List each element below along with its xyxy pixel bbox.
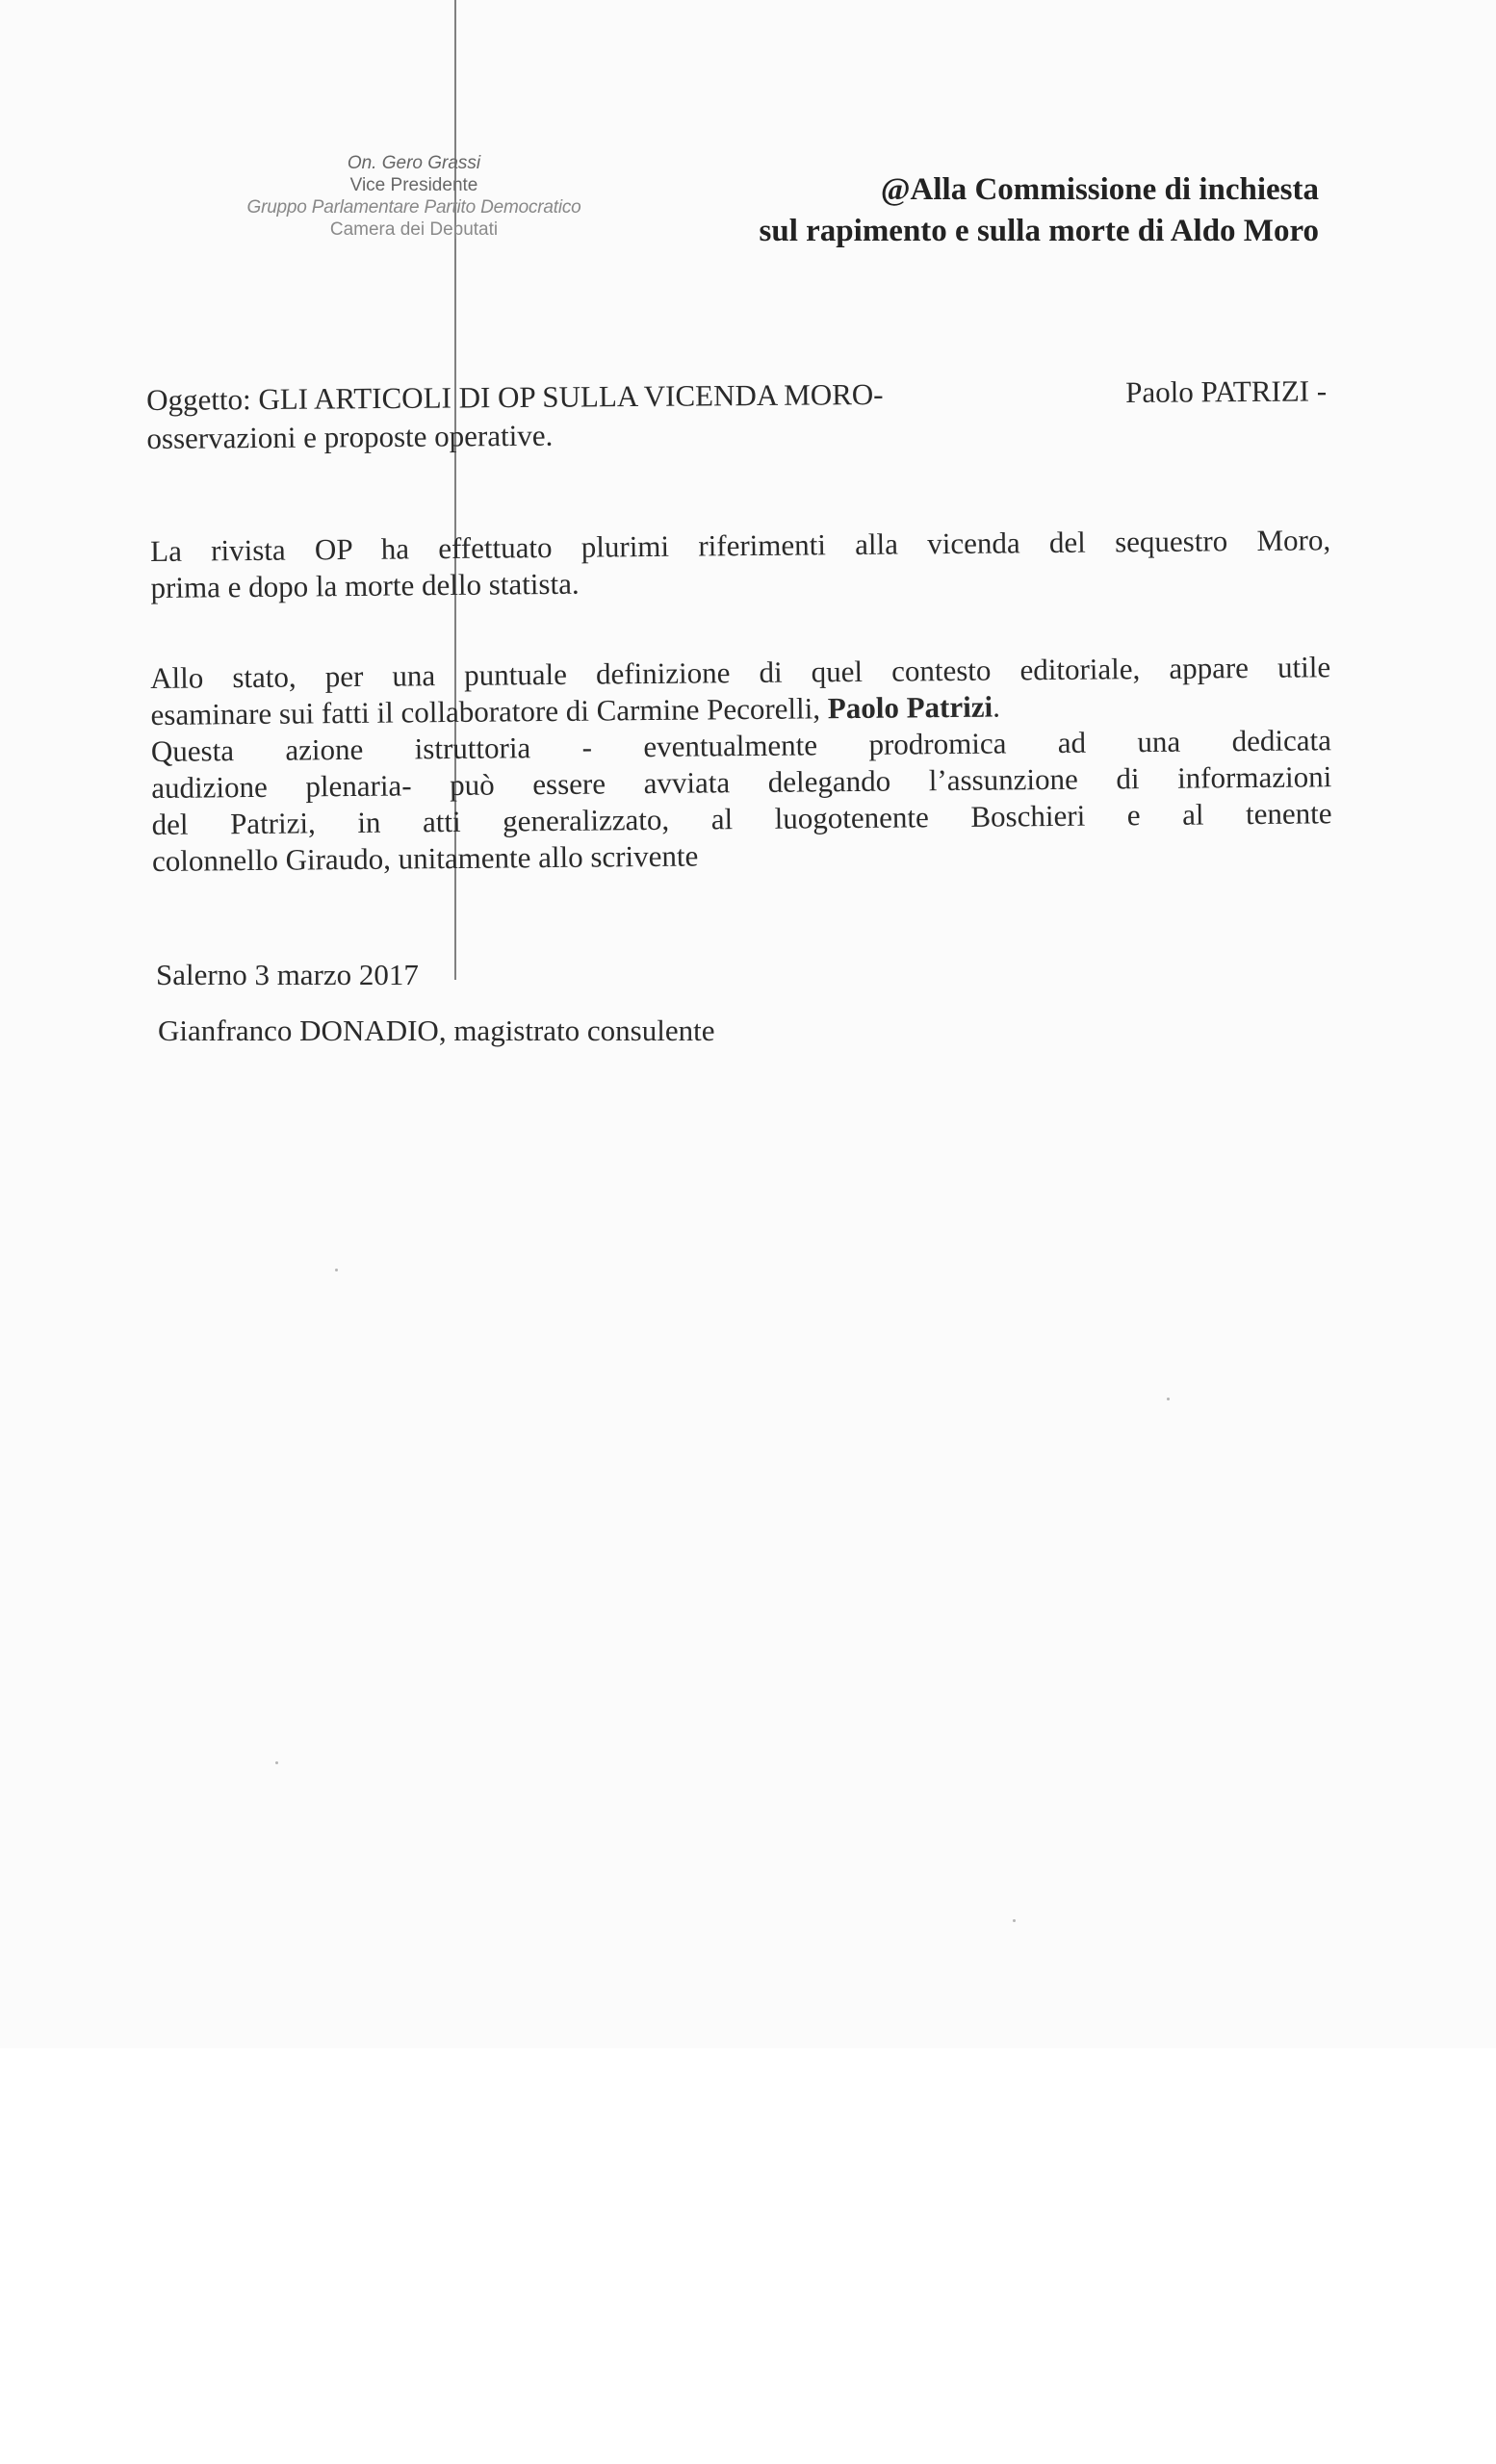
- paragraph-1: [150, 522, 1331, 606]
- paragraph-2-bold-name: Paolo Patrizi: [827, 689, 993, 726]
- paragraph-2: [150, 649, 1332, 880]
- paragraph-2-line-6: colonnello Giraudo, unitamente allo scrivente: [151, 838, 699, 878]
- place-date: Salerno 3 marzo 2017: [156, 958, 419, 991]
- scan-speck: [335, 1269, 338, 1271]
- blank-margin: [0, 2048, 1496, 2464]
- addressee-block: [645, 169, 1319, 252]
- paragraph-1-line-1: La rivista OP ha effettuato plurimi riferimenti alla vicenda del sequestro Moro,: [150, 523, 1331, 568]
- paragraph-1-line-2: prima e dopo la morte dello statista.: [150, 566, 580, 604]
- scan-speck: [1167, 1398, 1170, 1400]
- letterhead-group: Gruppo Parlamentare Partito Democratico: [246, 197, 581, 218]
- paragraph-2-line-2-text: esaminare sui fatti il collaboratore di Carmine Pecorelli,: [150, 691, 821, 732]
- scan-speck: [1013, 1919, 1016, 1922]
- letterhead: [221, 152, 606, 241]
- paragraph-2-line-4: audizione plenaria- può essere avviata delegando l’assunzione di informazioni: [151, 759, 1332, 805]
- subject-title: GLI ARTICOLI DI OP SULLA VICENDA MORO-: [258, 376, 884, 417]
- subject-line-2: osservazioni e proposte operative.: [146, 418, 554, 455]
- paragraph-2-line-5: del Patrizi, in atti generalizzato, al luogotenente Boschieri e al tenente: [151, 796, 1332, 841]
- addressee-line-1: @Alla Commissione di inchiesta: [880, 172, 1319, 207]
- addressee-line-2: sul rapimento e sulla morte di Aldo Moro: [759, 214, 1319, 248]
- subject-person: Paolo PATRIZI -: [1125, 373, 1328, 410]
- paragraph-2-line-2-end: .: [992, 689, 1001, 724]
- signature-line: Gianfranco DONADIO, magistrato consulente: [158, 1014, 715, 1047]
- paragraph-2-line-3: Questa azione istruttoria - eventualmente prodromica ad una dedicata: [150, 723, 1332, 768]
- scan-speck: [275, 1761, 278, 1764]
- letterhead-chamber: Camera dei Deputati: [329, 219, 499, 240]
- letterhead-role: Vice Presidente: [349, 175, 478, 195]
- letterhead-name: On. Gero Grassi: [347, 153, 481, 173]
- subject-heading: [146, 375, 884, 420]
- subject-block: [146, 372, 1328, 458]
- subject-label: Oggetto:: [146, 382, 251, 417]
- paragraph-2-line-1: Allo stato, per una puntuale definizione di quel contesto editoriale, appare utile: [150, 650, 1331, 695]
